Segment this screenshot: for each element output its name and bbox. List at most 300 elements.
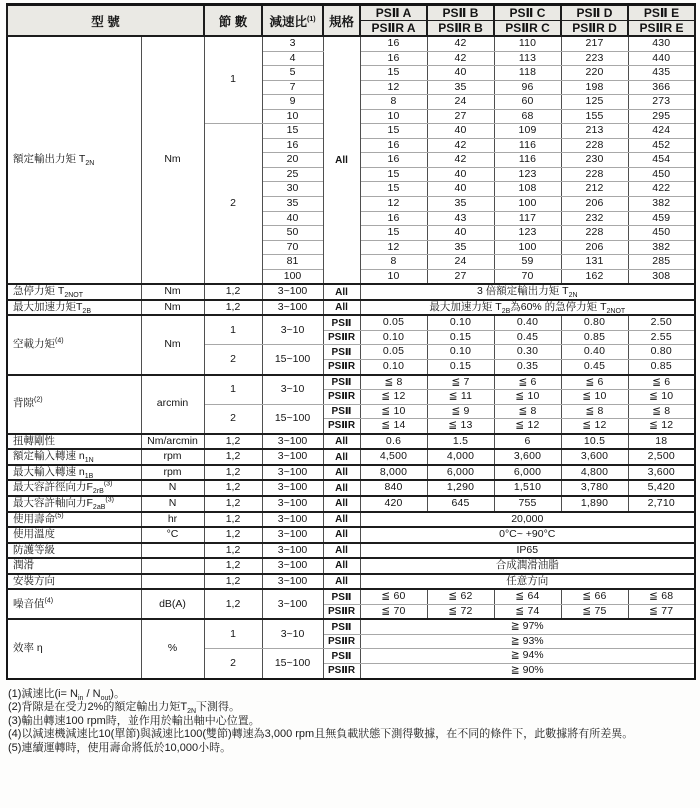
spec-cell: PSⅡ xyxy=(323,649,360,664)
spec-cell: PSⅡ xyxy=(323,345,360,360)
unit-cell: N xyxy=(141,496,204,512)
value-cell: 24 xyxy=(427,255,494,270)
header-model-psiir-c: PSⅡR C xyxy=(494,21,561,37)
table-row xyxy=(7,589,695,604)
spec-cell: All xyxy=(323,284,360,300)
table-row xyxy=(7,375,695,390)
ratio-cell: 4 xyxy=(262,51,323,66)
ratio-cell: 3~100 xyxy=(262,449,323,465)
footnote-item: (3)輸出轉速100 rpm時，並作用於輸出軸中心位置。 xyxy=(8,714,260,727)
ratio-cell: 3~10 xyxy=(262,619,323,649)
row-label: 最大輸入轉速 $n_{1B}$ xyxy=(7,465,141,481)
table-row xyxy=(7,434,695,450)
value-cell: ≦ 6 xyxy=(628,375,695,390)
value-cell: 35 xyxy=(427,197,494,212)
footnote-item: (4)以減速機減速比10(單節)與減速比100(雙節)轉速為3,000 rpm且無負載狀態下測得數據，在不同的條件下，此數據將有所差異。 xyxy=(8,728,634,741)
value-cell: 60 xyxy=(494,95,561,110)
spec-cell: PSⅡ xyxy=(323,589,360,604)
ratio-cell: 15~100 xyxy=(262,649,323,679)
merged-value-cell: 3 倍額定輸出力矩 $T_{2N}$ xyxy=(360,284,695,300)
header-ratio-col xyxy=(262,5,323,37)
footnote-item: (5)連續運轉時，使用壽命將低於10,000小時。 xyxy=(8,741,232,754)
table-row xyxy=(7,574,695,590)
unit-cell xyxy=(141,558,204,574)
value-cell: 213 xyxy=(561,124,628,139)
value-cell: ≦ 14 xyxy=(360,419,427,434)
header-model-psii-d: PSⅡ D xyxy=(561,5,628,21)
table-row xyxy=(7,480,695,496)
spec-cell: PSⅡR xyxy=(323,419,360,434)
value-cell: 27 xyxy=(427,269,494,284)
table-row xyxy=(7,284,695,300)
table-row xyxy=(7,496,695,512)
value-cell: 1,890 xyxy=(561,496,628,512)
footnote-item: (2)背隙是在受力2%的額定輸出力矩$T_{2N}$下測得。 xyxy=(8,701,241,716)
ratio-cell: 20 xyxy=(262,153,323,168)
ratio-cell: 40 xyxy=(262,211,323,226)
value-cell: 15 xyxy=(360,124,427,139)
value-cell: ≦ 6 xyxy=(494,375,561,390)
value-cell: 0.35 xyxy=(494,360,561,375)
value-cell: ≦ 70 xyxy=(360,604,427,619)
ratio-cell: 70 xyxy=(262,240,323,255)
value-cell: 40 xyxy=(427,66,494,81)
value-cell: 3,600 xyxy=(561,449,628,465)
footnotes xyxy=(6,688,694,756)
row-label: 急停力矩 $T_{2NOT}$ xyxy=(7,284,141,300)
value-cell: 40 xyxy=(427,124,494,139)
value-cell: 1.5 xyxy=(427,434,494,450)
header-model-psiir-e: PSⅡR E xyxy=(628,21,695,37)
stage-cell: 1,2 xyxy=(204,449,262,465)
value-cell: 42 xyxy=(427,36,494,51)
table-row xyxy=(7,36,695,51)
value-cell: 96 xyxy=(494,80,561,95)
header-model-psii-e: PSⅡ E xyxy=(628,5,695,21)
spec-cell: All xyxy=(323,36,360,284)
value-cell: 116 xyxy=(494,153,561,168)
value-cell: 217 xyxy=(561,36,628,51)
value-cell: 6,000 xyxy=(427,465,494,481)
spec-cell: All xyxy=(323,300,360,316)
header-model-psiir-d: PSⅡR D xyxy=(561,21,628,37)
value-cell: 16 xyxy=(360,36,427,51)
value-cell: ≦ 12 xyxy=(494,419,561,434)
unit-cell: Nm/arcmin xyxy=(141,434,204,450)
unit-cell xyxy=(141,543,204,559)
value-cell: 212 xyxy=(561,182,628,197)
unit-cell: hr xyxy=(141,512,204,528)
spec-cell: PSⅡR xyxy=(323,663,360,678)
value-cell: 10 xyxy=(360,109,427,124)
value-cell: 162 xyxy=(561,269,628,284)
value-cell: 3,600 xyxy=(494,449,561,465)
value-cell: 4,000 xyxy=(427,449,494,465)
value-cell: 454 xyxy=(628,153,695,168)
unit-cell: Nm xyxy=(141,300,204,316)
table-row xyxy=(7,449,695,465)
merged-value-cell: 合成潤滑油脂 xyxy=(360,558,695,574)
stage-cell: 1,2 xyxy=(204,434,262,450)
stage-cell: 1,2 xyxy=(204,300,262,316)
value-cell: 285 xyxy=(628,255,695,270)
merged-value-cell: ≧ 94% xyxy=(360,649,695,664)
value-cell: 42 xyxy=(427,153,494,168)
value-cell: ≦ 77 xyxy=(628,604,695,619)
value-cell: 6,000 xyxy=(494,465,561,481)
stage-cell: 1,2 xyxy=(204,558,262,574)
value-cell: 4,800 xyxy=(561,465,628,481)
value-cell: ≦ 8 xyxy=(360,375,427,390)
stage-cell: 1,2 xyxy=(204,480,262,496)
value-cell: ≦ 10 xyxy=(561,390,628,405)
merged-value-cell: 0°C~ +90°C xyxy=(360,527,695,543)
ratio-cell: 3~100 xyxy=(262,589,323,619)
value-cell: 100 xyxy=(494,240,561,255)
unit-cell: Nm xyxy=(141,284,204,300)
value-cell: ≦ 68 xyxy=(628,589,695,604)
value-cell: ≦ 8 xyxy=(628,404,695,419)
ratio-cell: 50 xyxy=(262,226,323,241)
table-row xyxy=(7,465,695,481)
value-cell: 40 xyxy=(427,226,494,241)
unit-cell: °C xyxy=(141,527,204,543)
value-cell: 230 xyxy=(561,153,628,168)
value-cell: 0.45 xyxy=(561,360,628,375)
spec-cell: All xyxy=(323,480,360,496)
value-cell: 0.05 xyxy=(360,315,427,330)
row-label: 扭轉剛性 xyxy=(7,434,141,450)
ratio-cell: 7 xyxy=(262,80,323,95)
ratio-cell: 3~100 xyxy=(262,512,323,528)
value-cell: 110 xyxy=(494,36,561,51)
value-cell: 18 xyxy=(628,434,695,450)
value-cell: 16 xyxy=(360,51,427,66)
row-label: 空載力矩$^{(4)}$ xyxy=(7,315,141,374)
unit-cell: rpm xyxy=(141,465,204,481)
value-cell: ≦ 60 xyxy=(360,589,427,604)
ratio-cell: 16 xyxy=(262,138,323,153)
header-ratio-superscript: (1) xyxy=(306,15,316,23)
value-cell: ≦ 13 xyxy=(427,419,494,434)
merged-value-cell: 最大加速力矩 $T_{2B}$為60% 的急停力矩 $T_{2NOT}$ xyxy=(360,300,695,316)
ratio-cell: 15~100 xyxy=(262,345,323,375)
value-cell: 24 xyxy=(427,95,494,110)
value-cell: 40 xyxy=(427,167,494,182)
value-cell: 2,710 xyxy=(628,496,695,512)
spec-cell: PSⅡR xyxy=(323,360,360,375)
value-cell: 16 xyxy=(360,153,427,168)
ratio-cell: 9 xyxy=(262,95,323,110)
value-cell: 2,500 xyxy=(628,449,695,465)
value-cell: 15 xyxy=(360,226,427,241)
ratio-cell: 100 xyxy=(262,269,323,284)
value-cell: 125 xyxy=(561,95,628,110)
value-cell: ≦ 12 xyxy=(360,390,427,405)
ratio-cell: 3~100 xyxy=(262,574,323,590)
value-cell: 2.50 xyxy=(628,315,695,330)
unit-cell: arcmin xyxy=(141,375,204,434)
value-cell: 228 xyxy=(561,167,628,182)
value-cell: 59 xyxy=(494,255,561,270)
row-label: 背隙$^{(2)}$ xyxy=(7,375,141,434)
row-label: 噪音值$^{(4)}$ xyxy=(7,589,141,619)
value-cell: 0.10 xyxy=(427,315,494,330)
unit-cell: N xyxy=(141,480,204,496)
row-label: 最大容許軸向力$F_{2aB}^{(3)}$ xyxy=(7,496,141,512)
stage-cell: 1 xyxy=(204,36,262,124)
value-cell: 424 xyxy=(628,124,695,139)
row-label: 額定輸出力矩 $T_{2N}$ xyxy=(7,36,141,284)
value-cell: 220 xyxy=(561,66,628,81)
value-cell: 16 xyxy=(360,211,427,226)
value-cell: ≦ 10 xyxy=(494,390,561,405)
footnote-item: (1)減速比$(i= N_{in} / N_{out})$。 xyxy=(8,687,125,702)
value-cell: 15 xyxy=(360,182,427,197)
value-cell: 155 xyxy=(561,109,628,124)
header-model-psiir-b: PSⅡR B xyxy=(427,21,494,37)
spec-cell: All xyxy=(323,496,360,512)
spec-cell: All xyxy=(323,543,360,559)
value-cell: ≦ 75 xyxy=(561,604,628,619)
value-cell: 4,500 xyxy=(360,449,427,465)
merged-value-cell: ≧ 97% xyxy=(360,619,695,634)
ratio-cell: 25 xyxy=(262,167,323,182)
unit-cell: Nm xyxy=(141,36,204,284)
row-label: 潤滑 xyxy=(7,558,141,574)
merged-value-cell: ≧ 93% xyxy=(360,634,695,649)
value-cell: ≦ 8 xyxy=(494,404,561,419)
spec-cell: All xyxy=(323,574,360,590)
stage-cell: 1 xyxy=(204,619,262,649)
value-cell: 450 xyxy=(628,167,695,182)
value-cell: ≦ 11 xyxy=(427,390,494,405)
value-cell: 113 xyxy=(494,51,561,66)
ratio-cell: 10 xyxy=(262,109,323,124)
value-cell: 70 xyxy=(494,269,561,284)
value-cell: 0.80 xyxy=(561,315,628,330)
ratio-cell: 3~100 xyxy=(262,300,323,316)
value-cell: ≦ 12 xyxy=(628,419,695,434)
value-cell: 15 xyxy=(360,167,427,182)
stage-cell: 2 xyxy=(204,404,262,434)
value-cell: 295 xyxy=(628,109,695,124)
spec-cell: All xyxy=(323,434,360,450)
value-cell: 223 xyxy=(561,51,628,66)
value-cell: 0.15 xyxy=(427,330,494,345)
merged-value-cell: 20,000 xyxy=(360,512,695,528)
ratio-cell: 3~100 xyxy=(262,543,323,559)
value-cell: 10.5 xyxy=(561,434,628,450)
ratio-cell: 3~100 xyxy=(262,480,323,496)
stage-cell: 2 xyxy=(204,124,262,285)
value-cell: 273 xyxy=(628,95,695,110)
value-cell: ≦ 7 xyxy=(427,375,494,390)
table-row xyxy=(7,512,695,528)
spec-cell: PSⅡR xyxy=(323,604,360,619)
spec-cell: PSⅡR xyxy=(323,390,360,405)
ratio-cell: 35 xyxy=(262,197,323,212)
ratio-cell: 5 xyxy=(262,66,323,81)
value-cell: 116 xyxy=(494,138,561,153)
ratio-cell: 15 xyxy=(262,124,323,139)
header-ratio-label: 減速比 xyxy=(269,14,307,29)
spec-cell: PSⅡR xyxy=(323,330,360,345)
table-row xyxy=(7,558,695,574)
spec-cell: PSⅡ xyxy=(323,619,360,634)
value-cell: 232 xyxy=(561,211,628,226)
ratio-cell: 3~100 xyxy=(262,465,323,481)
spec-cell: PSⅡ xyxy=(323,404,360,419)
value-cell: 16 xyxy=(360,138,427,153)
value-cell: 3,600 xyxy=(628,465,695,481)
value-cell: 3,780 xyxy=(561,480,628,496)
value-cell: 123 xyxy=(494,167,561,182)
value-cell: ≦ 64 xyxy=(494,589,561,604)
value-cell: 12 xyxy=(360,240,427,255)
unit-cell xyxy=(141,574,204,590)
ratio-cell: 3~100 xyxy=(262,284,323,300)
stage-cell: 2 xyxy=(204,345,262,375)
value-cell: 1,290 xyxy=(427,480,494,496)
header-model-psii-c: PSⅡ C xyxy=(494,5,561,21)
spec-table-header xyxy=(7,5,695,37)
unit-cell: % xyxy=(141,619,204,678)
value-cell: 0.40 xyxy=(561,345,628,360)
value-cell: 0.80 xyxy=(628,345,695,360)
value-cell: 68 xyxy=(494,109,561,124)
spec-cell: All xyxy=(323,449,360,465)
value-cell: 12 xyxy=(360,197,427,212)
stage-cell: 1,2 xyxy=(204,284,262,300)
value-cell: 43 xyxy=(427,211,494,226)
value-cell: ≦ 66 xyxy=(561,589,628,604)
spec-cell: PSⅡ xyxy=(323,375,360,390)
value-cell: ≦ 12 xyxy=(561,419,628,434)
value-cell: 452 xyxy=(628,138,695,153)
value-cell: 228 xyxy=(561,226,628,241)
header-model-psii-a: PSⅡ A xyxy=(360,5,427,21)
value-cell: 109 xyxy=(494,124,561,139)
value-cell: 123 xyxy=(494,226,561,241)
row-label: 最大容許徑向力$F_{2rB}^{(3)}$ xyxy=(7,480,141,496)
value-cell: ≦ 74 xyxy=(494,604,561,619)
value-cell: 42 xyxy=(427,51,494,66)
row-label: 安裝方向 xyxy=(7,574,141,590)
value-cell: 435 xyxy=(628,66,695,81)
ratio-cell: 3~10 xyxy=(262,315,323,345)
value-cell: 35 xyxy=(427,240,494,255)
stage-cell: 1,2 xyxy=(204,589,262,619)
value-cell: 0.6 xyxy=(360,434,427,450)
value-cell: ≦ 72 xyxy=(427,604,494,619)
ratio-cell: 3 xyxy=(262,36,323,51)
merged-value-cell: IP65 xyxy=(360,543,695,559)
value-cell: 12 xyxy=(360,80,427,95)
value-cell: 755 xyxy=(494,496,561,512)
value-cell: 40 xyxy=(427,182,494,197)
value-cell: ≦ 6 xyxy=(561,375,628,390)
value-cell: 8 xyxy=(360,95,427,110)
value-cell: 422 xyxy=(628,182,695,197)
spec-cell: All xyxy=(323,465,360,481)
value-cell: 0.05 xyxy=(360,345,427,360)
stage-cell: 1,2 xyxy=(204,465,262,481)
ratio-cell: 3~100 xyxy=(262,527,323,543)
value-cell: 382 xyxy=(628,197,695,212)
value-cell: 0.85 xyxy=(561,330,628,345)
table-row xyxy=(7,619,695,634)
stage-cell: 1,2 xyxy=(204,543,262,559)
value-cell: ≦ 8 xyxy=(561,404,628,419)
value-cell: 430 xyxy=(628,36,695,51)
merged-value-cell: ≧ 90% xyxy=(360,663,695,678)
spec-table xyxy=(6,3,696,680)
unit-cell: rpm xyxy=(141,449,204,465)
value-cell: ≦ 10 xyxy=(360,404,427,419)
value-cell: 10 xyxy=(360,269,427,284)
merged-value-cell: 任意方向 xyxy=(360,574,695,590)
stage-cell: 2 xyxy=(204,649,262,679)
row-label: 使用溫度 xyxy=(7,527,141,543)
ratio-cell: 3~100 xyxy=(262,496,323,512)
value-cell: 42 xyxy=(427,138,494,153)
value-cell: 27 xyxy=(427,109,494,124)
ratio-cell: 81 xyxy=(262,255,323,270)
value-cell: ≦ 62 xyxy=(427,589,494,604)
value-cell: 459 xyxy=(628,211,695,226)
value-cell: 15 xyxy=(360,66,427,81)
value-cell: 420 xyxy=(360,496,427,512)
value-cell: 35 xyxy=(427,80,494,95)
value-cell: 450 xyxy=(628,226,695,241)
value-cell: 117 xyxy=(494,211,561,226)
value-cell: ≦ 9 xyxy=(427,404,494,419)
table-row xyxy=(7,300,695,316)
stage-cell: 1 xyxy=(204,315,262,345)
table-row xyxy=(7,315,695,330)
value-cell: 440 xyxy=(628,51,695,66)
ratio-cell: 3~10 xyxy=(262,375,323,405)
value-cell: 308 xyxy=(628,269,695,284)
stage-cell: 1,2 xyxy=(204,574,262,590)
row-label: 額定輸入轉速 $n_{1N}$ xyxy=(7,449,141,465)
spec-cell: PSⅡR xyxy=(323,634,360,649)
stage-cell: 1,2 xyxy=(204,512,262,528)
spec-cell: PSⅡ xyxy=(323,315,360,330)
value-cell: 0.30 xyxy=(494,345,561,360)
value-cell: 645 xyxy=(427,496,494,512)
stage-cell: 1,2 xyxy=(204,496,262,512)
value-cell: 0.40 xyxy=(494,315,561,330)
ratio-cell: 15~100 xyxy=(262,404,323,434)
stage-cell: 1 xyxy=(204,375,262,405)
header-row-top xyxy=(7,5,695,21)
value-cell: 8 xyxy=(360,255,427,270)
spec-cell: All xyxy=(323,558,360,574)
value-cell: 0.10 xyxy=(427,345,494,360)
row-label: 使用壽命$^{(5)}$ xyxy=(7,512,141,528)
value-cell: 228 xyxy=(561,138,628,153)
ratio-cell: 3~100 xyxy=(262,434,323,450)
value-cell: 0.45 xyxy=(494,330,561,345)
value-cell: 108 xyxy=(494,182,561,197)
spec-cell: All xyxy=(323,512,360,528)
value-cell: 840 xyxy=(360,480,427,496)
value-cell: 0.10 xyxy=(360,360,427,375)
value-cell: 206 xyxy=(561,197,628,212)
value-cell: 198 xyxy=(561,80,628,95)
